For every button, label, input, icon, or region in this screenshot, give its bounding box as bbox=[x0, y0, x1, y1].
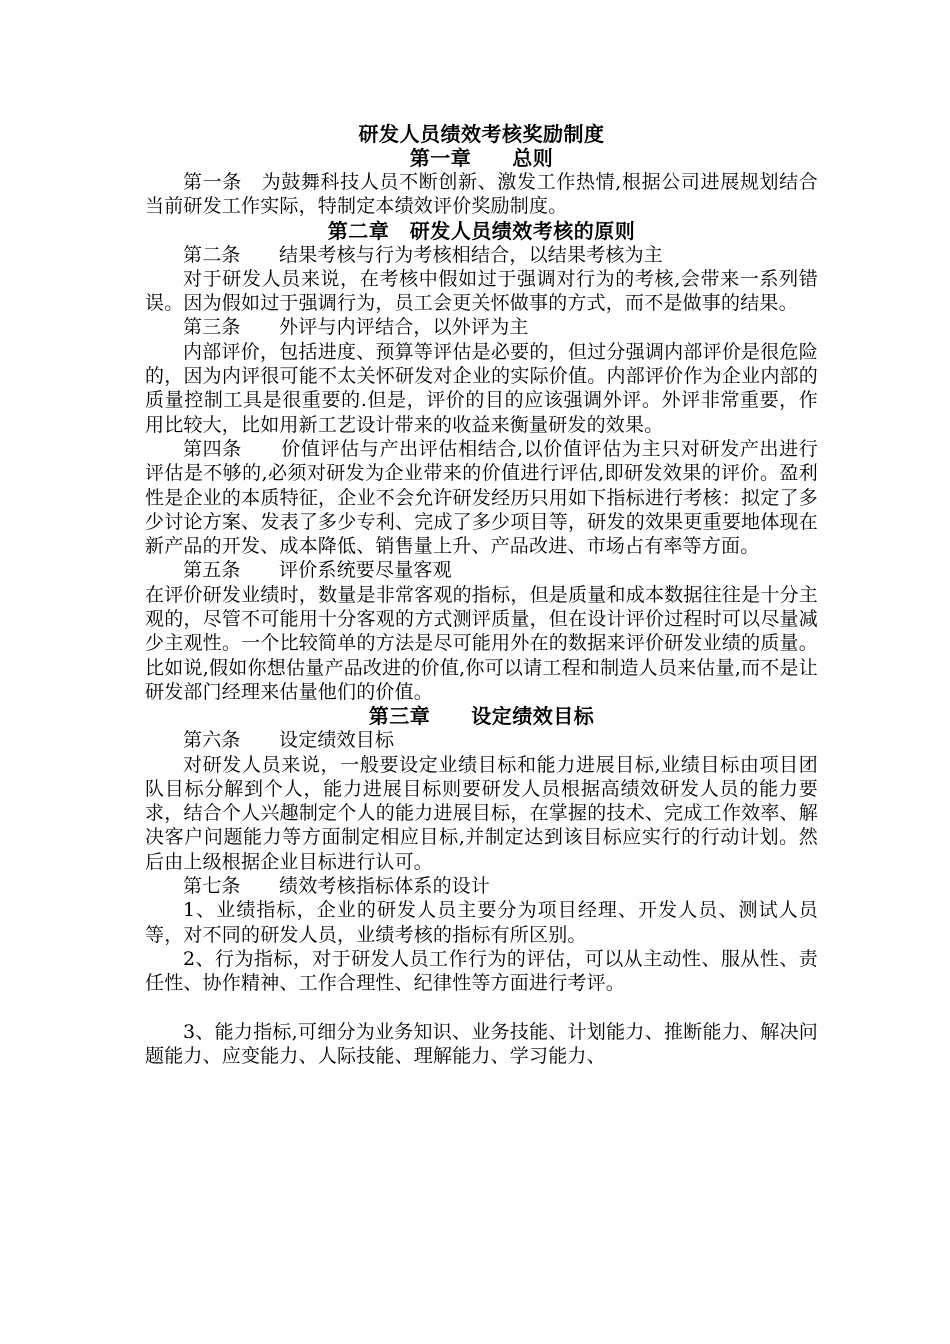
indicator-3-ability: 3、能力指标,可细分为业务知识、业务技能、计划能力、推断能力、解决问题能力、应变能力、人际技能、理解能力、学习能力、 bbox=[145, 1020, 818, 1067]
chapter-3-heading: 第三章 设定绩效目标 bbox=[368, 704, 595, 729]
chapter-2-heading: 第二章 研发人员绩效考核的原则 bbox=[327, 218, 636, 243]
document-title: 研发人员绩效考核奖励制度 bbox=[358, 122, 605, 146]
indicator-2-behavior: 2、行为指标，对于研发人员工作行为的评估，可以从主动性、服从性、责任性、协作精神、工作合理性、纪律性等方面进行考评。 bbox=[145, 947, 818, 995]
article-3-heading: 第三条 外评与内评结合，以外评为主 bbox=[183, 316, 529, 339]
article-1: 第一条 为鼓舞科技人员不断创新、激发工作热情,根据公司进展规划结合当前研发工作实际，特制定本绩效评价奖励制度。 bbox=[145, 171, 818, 218]
article-6-heading: 第六条 设定绩效目标 bbox=[183, 729, 395, 752]
article-7-heading: 第七条 绩效考核指标体系的设计 bbox=[183, 875, 491, 898]
article-2-heading: 第二条 结果考核与行为考核相结合，以结果考核为主 bbox=[183, 243, 664, 266]
chapter-1-heading: 第一章 总则 bbox=[409, 146, 554, 170]
article-3-body: 内部评价，包括进度、预算等评估是必要的，但过分强调内部评价是很危险的，因为内评很可能不太关怀研发对企业的实际价值。内部评价作为企业内部的质量控制工具是很重要的.但是，评价的目的应该强调外评。外评非常重要，作用比较大，比如用新工艺设计带来的收益来衡量研发的效果。 bbox=[145, 340, 818, 436]
article-2-body: 对于研发人员来说，在考核中假如过于强调对行为的考核,会带来一系列错误。因为假如过于强调行为，员工会更关怀做事的方式，而不是做事的结果。 bbox=[145, 267, 818, 315]
article-5-heading: 第五条 评价系统要尽量客观 bbox=[183, 559, 452, 582]
article-5-body: 在评价研发业绩时，数量是非常客观的指标，但是质量和成本数据往往是十分主观的，尽管不可能用十分客观的方式测评质量，但在设计评价过程时可以尽量减少主观性。一个比较简单的方法是尽可能用外在的数据来评价研发业绩的质量。比如说,假如你想估量产品改进的价值,你可以请工程和制造人员来估量,而不是让研发部门经理来估量他们的价值。 bbox=[145, 583, 818, 703]
article-4: 第四条 价值评估与产出评估相结合,以价值评估为主只对研发产出进行评估是不够的,必须对研发为企业带来的价值进行评估,即研发效果的评价。盈利性是企业的本质特征，企业不会允许研发经历只用如下指标进行考核：拟定了多少讨论方案、发表了多少专利、完成了多少项目等，研发的效果更重要地体现在新产品的开发、成本降低、销售量上升、产品改进、市场占有率等方面。 bbox=[145, 437, 818, 558]
indicator-1-performance: 1、业绩指标，企业的研发人员主要分为项目经理、开发人员、测试人员等，对不同的研发人员，业绩考核的指标有所区别。 bbox=[145, 899, 818, 946]
article-6-body: 对研发人员来说，一般要设定业绩目标和能力进展目标,业绩目标由项目团队目标分解到个人，能力进展目标则要研发人员根据高绩效研发人员的能力要求，结合个人兴趣制定个人的能力进展目标，在掌握的技术、完成工作效率、解决客户问题能力等方面制定相应目标,并制定达到该目标应实行的行动计划。然后由上级根据企业目标进行认可。 bbox=[145, 753, 818, 873]
